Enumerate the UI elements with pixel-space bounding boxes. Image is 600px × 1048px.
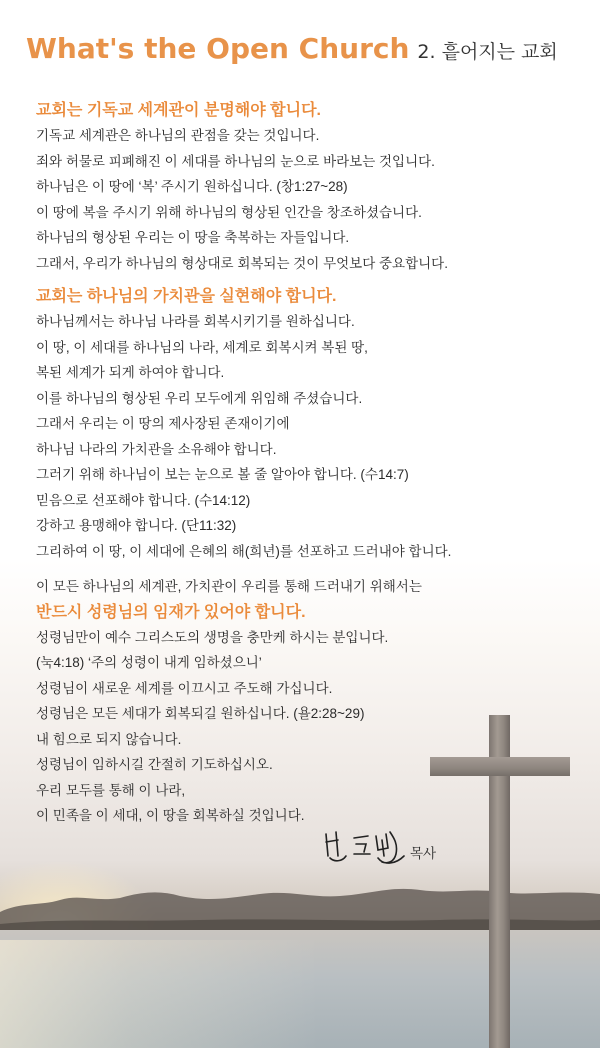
body-line: 이 땅, 이 세대를 하나님의 나라, 세계로 회복시켜 복된 땅, — [36, 339, 368, 355]
body-line: 그래서 우리는 이 땅의 제사장된 존재이기에 — [36, 416, 290, 431]
body-line: 성령님이 새로운 세계를 이끄시고 주도해 가십니다. — [36, 680, 333, 696]
section-intro: 이 모든 하나님의 세계관, 가치관이 우리를 통해 드러내기 위해서는 — [36, 579, 422, 594]
body-line: 그러기 위해 하나님이 보는 눈으로 볼 줄 알아야 합니다. (수14:7) — [36, 467, 409, 482]
body-line: 죄와 허물로 피폐해진 이 세대를 하나님의 눈으로 바라보는 것입니다. — [36, 153, 435, 169]
signature-block — [320, 826, 437, 870]
section-values — [36, 286, 576, 564]
body-line: 그리하여 이 땅, 이 세대에 은혜의 해(희년)를 선포하고 드러내야 합니다. — [36, 543, 452, 559]
body-line: 이 민족을 이 세대, 이 땅을 회복하실 것입니다. — [36, 808, 305, 823]
body-line: 믿음으로 선포해야 합니다. (수14:12) — [36, 492, 251, 508]
section-worldview — [36, 100, 576, 276]
section-heading: 교회는 하나님의 가치관을 실현해야 합니다. — [36, 288, 337, 305]
water-reflection — [0, 940, 320, 1048]
body-line: 그래서, 우리가 하나님의 형상대로 회복되는 것이 무엇보다 중요합니다. — [36, 255, 448, 271]
body-line: 이 땅에 복을 주시기 위해 하나님의 형상된 인간을 창조하셨습니다. — [36, 204, 422, 220]
body-line: (눅4:18) ‘주의 성령이 내게 임하셨으니’ — [36, 655, 262, 670]
page-header — [26, 32, 558, 65]
body-line: 하나님의 형상된 우리는 이 땅을 축복하는 자들입니다. — [36, 230, 350, 245]
body-line: 하나님 나라의 가치관을 소유해야 합니다. — [36, 441, 277, 457]
article-body — [36, 100, 576, 839]
title-korean: 2. 흩어지는 교회 — [417, 41, 558, 63]
body-line: 우리 모두를 통해 이 나라, — [36, 782, 186, 798]
body-line: 하나님께서는 하나님 나라를 회복시키기를 원하십니다. — [36, 314, 355, 329]
body-line: 성령님만이 예수 그리스도의 생명을 충만케 하시는 분입니다. — [36, 629, 389, 645]
section-heading: 교회는 기독교 세계관이 분명해야 합니다. — [36, 102, 321, 119]
section-heading: 반드시 성령님의 임재가 있어야 합니다. — [36, 603, 306, 621]
body-line: 내 힘으로 되지 않습니다. — [36, 731, 182, 747]
body-line: 성령님이 임하시길 간절히 기도하십시오. — [36, 757, 273, 772]
body-line: 기독교 세계관은 하나님의 관점을 갖는 것입니다. — [36, 128, 320, 143]
body-line: 이를 하나님의 형상된 우리 모두에게 위임해 주셨습니다. — [36, 390, 363, 406]
signature-title: 목사 — [410, 846, 437, 861]
body-line: 강하고 용맹해야 합니다. (단11:32) — [36, 518, 237, 533]
section-holy-spirit — [36, 574, 576, 829]
body-line: 성령님은 모든 세대가 회복되길 원하십니다. (욜2:28~29) — [36, 706, 365, 721]
body-line: 복된 세계가 되게 하여야 합니다. — [36, 365, 225, 380]
title-english: What's the Open Church — [26, 32, 410, 65]
body-line: 하나님은 이 땅에 ‘복’ 주시기 원하십니다. (창1:27~28) — [36, 179, 348, 194]
handwritten-signature — [320, 826, 410, 870]
